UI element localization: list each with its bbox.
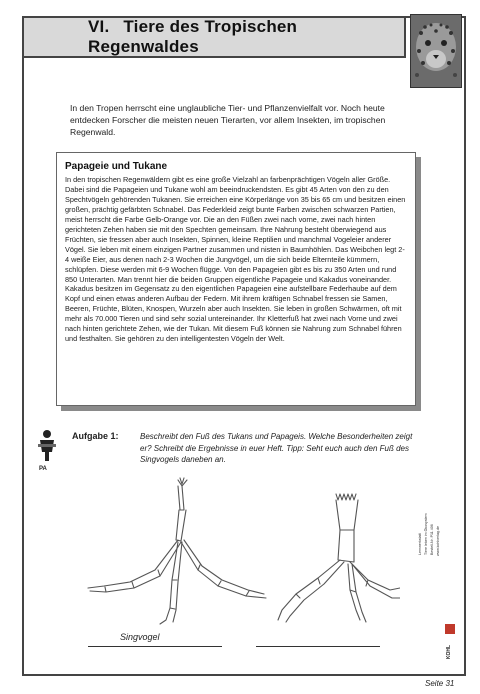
frame-line (22, 56, 24, 676)
info-box-heading: Papageie und Tukane (65, 161, 168, 172)
info-box (56, 152, 416, 406)
chapter-title: Tiere des Tropischen Regenwaldes (88, 17, 298, 56)
partner-work-icon (36, 428, 58, 464)
page-title (88, 17, 404, 57)
publisher-url-label: www.kohlverlag.de (436, 526, 440, 556)
bird-feet-drawing (60, 470, 400, 630)
intro-paragraph: In den Tropen herrscht eine unglaubliche Tier- und Pflanzenvielfalt vor. Noch heute entdecken Forscher die meisten neuen Tierarten, vor allem Insekten, im tropischen Regenwald. (70, 103, 386, 137)
songbird-foot-icon (88, 478, 266, 624)
publisher-logo-icon (443, 620, 457, 666)
pa-label: PA (39, 466, 47, 472)
task-text: Beschreibt den Fuß des Tukans und Papageis. Welche Besonderheiten zeigt er? Schreibt die Ergebnisse in euer Heft. Tipp: Seht euch auch den Fuß des Singvogels daneben an. (140, 432, 413, 464)
task-label: Aufgabe 1: (72, 431, 119, 441)
publisher-title-label: Tiere leben im Ökosystem (424, 513, 428, 555)
svg-text:KOHL: KOHL (446, 644, 452, 660)
page-number: Seite 31 (425, 679, 455, 688)
chapter-number: VI. (88, 17, 110, 36)
toucan-foot-icon (278, 494, 400, 622)
title-bar (22, 16, 406, 58)
answer-line (256, 646, 380, 647)
songbird-caption: Singvogel (120, 632, 160, 642)
frame-line (22, 674, 466, 676)
frame-line (464, 16, 466, 676)
answer-line (88, 646, 222, 647)
publisher-workshop-label: Lernwerkstatt (418, 533, 422, 555)
order-number-label: Bestell-Nr. P11 406 (430, 524, 434, 555)
info-box-text: In den tropischen Regenwäldern gibt es eine große Vielzahl an farbenprächtigen Vögeln aller Größe. Dabei sind die Papageien und Tukane wohl am beeindruckendsten. Es gibt 45 Arten von den zu den Spechtvögeln gehörenden Tukanen. Sie erreichen eine Körperlänge von 35 bis 65 cm und besitzen einen großen, prächtig gefärbten Schnabel. Das Federkleid zeigt bunte Farben zwischen schwarzen Partien, meist herrscht die Farbe Gelb-Orange vor. Die an den Füßen zwei nach vorne, zwei nach hinten gerichteten Zehen haben sie mit den Spechten gemeinsam. Ihre Nahrung besteht überwiegend aus Früchten, sie fressen aber auch Insekten, Spinnen, kleine Reptilien und manchmal Vogeleier anderer Vögel. Sie leben mit einem einzigen Partner zusammen und nisten in Baumhöhlen. Das Weibchen legt 2-4 weiße Eier, aus denen nach 2-3 Wochen die Jungvögel, um die sich beide Elternteile kümmern, schlüpfen. Diese werden mit 6-9 Wochen flügge. Von den Papageien gibt es bis zu 350 Arten und rund 850 Unterarten. Man trennt hier die beiden Gruppen eigentliche Papageie und Kakadus voneinander. Kakadus besitzen im Gegensatz zu den eigentlichen Papageien eine aufstellbare Federhaube auf dem Kopf und einen etwas anderen Aufbau der Federn. Mit ihrem kräftigen Schnabel fressen sie Samen, Beeren, Früchte, Blüten, Knospen, Wurzeln aber auch Insekten. Sie leben in großen Schwärmen, oft mit mehr als 70.000 Tieren und sind sehr sozial untereinander. Ihr Kletterfuß hat zwei nach Vorne und zwei nach hinten gerichtete Zehen, wie der Tukan. Mit diesem Fuß können sie Nahrung zum Schnabel führen und festhalten. Sie gehören zu den intelligentesten Vögeln der Welt. (65, 175, 406, 344)
leopard-photo (410, 14, 462, 88)
